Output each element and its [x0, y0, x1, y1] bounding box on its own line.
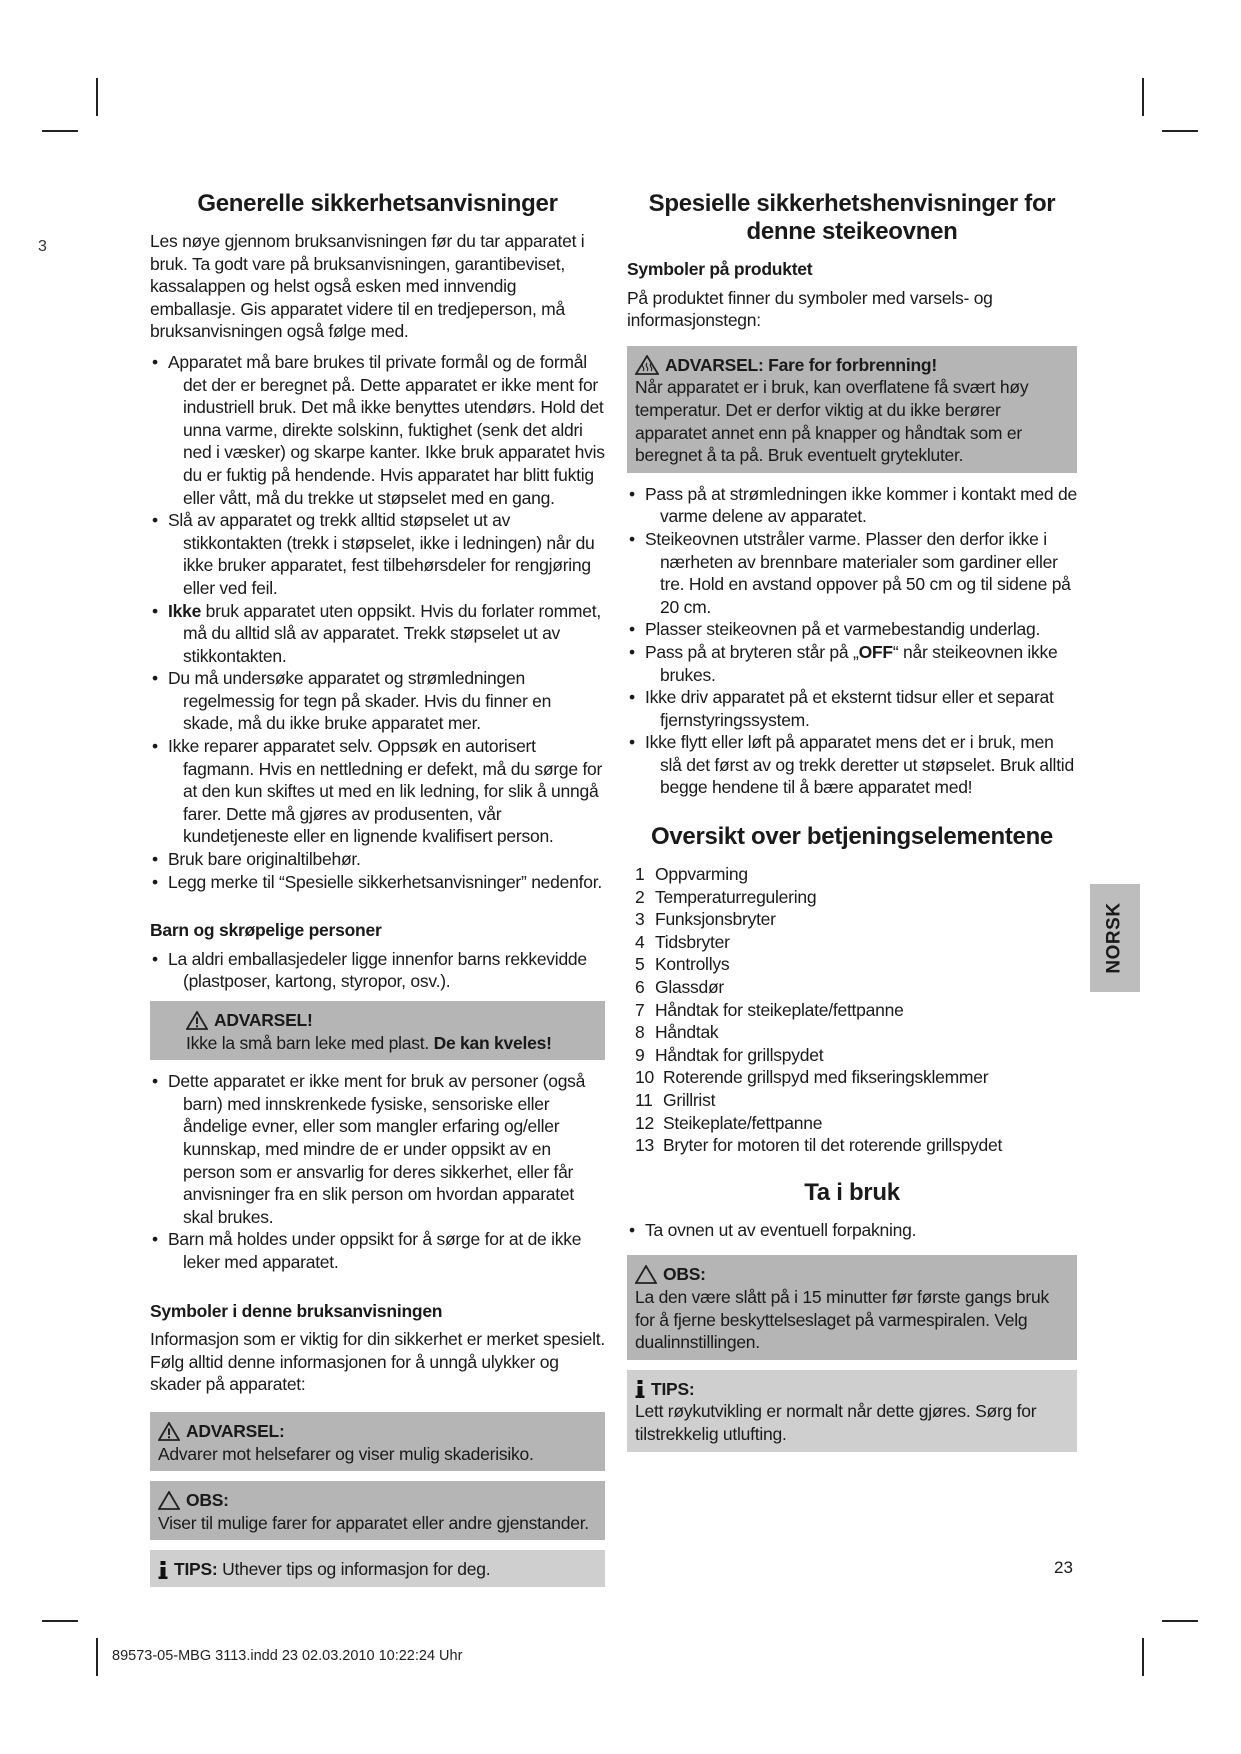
- list-item: • Du må undersøke apparatet og strømledningen regelmessig for tegn på skader. Hvis du finner en skade, må du ikke bruke apparatet mer.: [150, 667, 605, 735]
- general-safety-list: [150, 351, 605, 893]
- product-symbols-heading: Symboler på produktet: [627, 259, 813, 279]
- list-item: • Ta ovnen ut av eventuell forpakning.: [627, 1219, 1077, 1242]
- ikke-rest: bruk apparatet uten oppsikt. Hvis du forlater rommet, må du alltid slå av apparatet. Trekk støpselet ut av stikkontakten.: [183, 600, 601, 666]
- list-item: • Ikke flytt eller løft på apparatet mens det er i bruk, men slå det først av og trekk deretter ut støpselet. Bruk alltid begge hendene til å bære apparatet med!: [627, 731, 1077, 799]
- control-label: Håndtak for steikeplate/fettpanne: [655, 999, 904, 1020]
- control-label: Glassdør: [655, 977, 724, 998]
- control-item: [635, 1112, 1077, 1135]
- list-item: • Bruk bare originaltilbehør.: [150, 848, 605, 871]
- warning-text-normal: Ikke la små barn leke med plast.: [186, 1032, 434, 1053]
- control-label: Bryter for motoren til det roterende grillspydet: [663, 1135, 1003, 1156]
- burn-warning-box: [627, 346, 1077, 473]
- control-number: 5: [635, 954, 645, 975]
- control-item: [635, 1044, 1077, 1067]
- warning-box-legend: [150, 1412, 605, 1471]
- special-safety-title: Spesielle sikkerhetshenvisninger for denne steikeovnen: [648, 190, 1056, 245]
- obs-text: Viser til mulige farer for apparatet eller andre gjenstander.: [158, 1512, 589, 1533]
- symbols-heading: Symboler i denne bruksanvisningen: [150, 1300, 443, 1321]
- warning-head: [158, 1420, 597, 1443]
- list-item: • Ikke driv apparatet på et eksternt tidsur eller et separat fjernstyringssystem.: [627, 686, 1077, 731]
- crop-mark: [96, 1638, 98, 1676]
- control-number: 2: [635, 886, 645, 907]
- warning-head: [186, 1009, 597, 1032]
- control-label: Håndtak for grillspydet: [655, 1044, 824, 1065]
- crop-mark: [42, 130, 78, 132]
- control-number: 7: [635, 999, 645, 1020]
- control-item: [635, 953, 1077, 976]
- list-item: [627, 641, 1077, 686]
- margin-mark: 3: [38, 238, 47, 255]
- control-label: Kontrollys: [655, 954, 730, 975]
- left-column: [150, 190, 605, 1597]
- print-footer: 89573-05-MBG 3113.indd 23 02.03.2010 10:22:24 Uhr: [112, 1648, 463, 1664]
- control-item: [635, 976, 1077, 999]
- product-symbols-paragraph: På produktet finner du symboler med varsels- og informasjonstegn:: [627, 287, 993, 331]
- obs-head: [158, 1489, 597, 1512]
- right-column: [627, 190, 1077, 1462]
- children-list-2: [150, 1070, 605, 1273]
- crop-mark: [1142, 1638, 1144, 1676]
- crop-mark: [1142, 78, 1144, 116]
- off-bold: OFF: [858, 641, 893, 662]
- ikke-bold: Ikke: [168, 600, 202, 621]
- crop-mark: [96, 78, 98, 116]
- control-item: [635, 1089, 1077, 1112]
- caution-triangle-icon: [635, 1265, 657, 1284]
- info-icon: [635, 1379, 645, 1399]
- list-item: • Barn må holdes under oppsikt for å sørge for at de ikke leker med apparatet.: [150, 1228, 605, 1273]
- tips-box-legend: [150, 1550, 605, 1587]
- control-label: Grillrist: [663, 1090, 716, 1110]
- obs-head: [635, 1263, 1069, 1286]
- use-title: Ta i bruk: [804, 1178, 900, 1206]
- symbols-paragraph: Informasjon som er viktig for din sikkerhet er merket spesielt. Følg alltid denne informasjonen for å unngå ulykker og skader på apparatet:: [150, 1329, 605, 1395]
- list-item: • Apparatet må bare brukes til private formål og de formål det der er beregnet på. Dette apparatet er ikke ment for industriell bruk. Det må ikke benyttes utendørs. Hold det unna varme, direkte solskinn, fuktighet (senk det aldri ned i væsker) og skarpe kanter. Ikke bruk apparatet hvis du er fuktig på hendende. Hvis apparatet har blitt fuktig eller vått, må du trekke ut støpselet med en gang.: [150, 351, 605, 509]
- control-item: [635, 931, 1077, 954]
- tips-line: [158, 1558, 597, 1581]
- crop-mark: [1162, 1620, 1198, 1622]
- control-number: 8: [635, 1022, 645, 1043]
- control-number: 11: [635, 1090, 653, 1110]
- control-number: 6: [635, 977, 645, 998]
- warning-box-children: [150, 1001, 605, 1060]
- special-safety-list: [627, 483, 1077, 799]
- crop-mark: [1162, 130, 1198, 132]
- control-number: 13: [635, 1135, 654, 1156]
- obs-text: La den være slått på i 15 minutter før første gangs bruk for å fjerne beskyttelseslaget på varmespiralen. Velg dualinnstillingen.: [635, 1286, 1049, 1353]
- children-list: [150, 948, 605, 993]
- control-item: [635, 863, 1077, 886]
- page-number: 23: [1054, 1558, 1073, 1577]
- list-item: • Slå av apparatet og trekk alltid støpselet ut av stikkontakten (trekk i støpselet, ikke i ledningen) når du ikke bruker apparatet, fest tilbehørsdeler for rengjøring eller ved feil.: [150, 509, 605, 599]
- tips-title: TIPS:: [651, 1378, 695, 1399]
- control-item: [635, 1066, 1077, 1089]
- control-item: [635, 908, 1077, 931]
- list-item: • Dette apparatet er ikke ment for bruk av personer (også barn) med innskrenkede fysiske, sensoriske eller åndelige evner, eller som mangler erfaring og/eller kunnskap, med mindre de er under oppsikt av en person som er ansvarlig for deres sikkerhet, eller får anvisninger fra en slik person om hvordan apparatet skal brukes.: [150, 1070, 605, 1228]
- intro-paragraph: Les nøye gjennom bruksanvisningen før du tar apparatet i bruk. Ta godt vare på bruksanvisningen, garantibeviset, kassalappen og helst også esken med innvendig emballasje. Gis apparatet videre til en tredjeperson, må bruksanvisningen også følge med.: [150, 231, 585, 342]
- general-safety-title: Generelle sikkerhetsanvisninger: [197, 190, 558, 217]
- control-number: 12: [635, 1112, 654, 1133]
- list-item: • Ikke reparer apparatet selv. Oppsøk en autorisert fagmann. Hvis en nettledning er defekt, må du sørge for at den kun skiftes ut med en lik ledning, for slik å unngå farer. Dette må gjøres av produsenten, vår kundetjeneste eller en lignende kvalifisert person.: [150, 735, 605, 848]
- caution-triangle-icon: [158, 1491, 180, 1510]
- control-item: [635, 886, 1077, 909]
- control-item: [635, 1134, 1077, 1157]
- language-tab-label: NORSK: [1104, 902, 1125, 974]
- crop-mark: [42, 1620, 78, 1622]
- burn-warning-title: ADVARSEL: Fare for forbrenning!: [665, 354, 937, 375]
- info-icon: [158, 1560, 168, 1580]
- control-number: 9: [635, 1044, 645, 1065]
- list-item: • Steikeovnen utstråler varme. Plasser den derfor ikke i nærheten av brennbare materialer som gardiner eller tre. Hold en avstand oppover på 50 cm og til sidene på 20 cm.: [627, 528, 1077, 618]
- warning-triangle-icon: [158, 1422, 180, 1441]
- warning-text: Advarer mot helsefarer og viser mulig skaderisiko.: [158, 1443, 534, 1464]
- list-item: • Plasser steikeovnen på et varmebestandig underlag.: [627, 618, 1077, 641]
- control-label: Temperaturregulering: [655, 886, 817, 907]
- controls-list: [627, 863, 1077, 1157]
- use-list: [627, 1219, 1077, 1242]
- control-label: Håndtak: [655, 1022, 719, 1043]
- children-heading: Barn og skrøpelige personer: [150, 920, 382, 941]
- control-item: [635, 999, 1077, 1022]
- burn-warning-text: Når apparatet er i bruk, kan overflatene få svært høy temperatur. Det er derfor viktig at du ikke berører apparatet annet enn på knapper og håndtak som er beregnet å ta på. Bruk eventuelt grytekluter.: [635, 377, 1029, 466]
- tips-head: [635, 1378, 1069, 1401]
- obs-box-use: [627, 1255, 1077, 1359]
- tips-text: Uthever tips og informasjon for deg.: [217, 1559, 491, 1580]
- language-tab: [1090, 884, 1140, 992]
- tips-box-use: [627, 1370, 1077, 1452]
- tips-title: TIPS:: [174, 1559, 218, 1580]
- warning-triangle-icon: [186, 1011, 208, 1030]
- list-item: • La aldri emballasjedeler ligge innenfor barns rekkevidde (plastposer, kartong, styropor, osv.).: [150, 948, 605, 993]
- controls-title: Oversikt over betjeningselementene: [651, 823, 1053, 851]
- off-after: “ når steikeovnen ikke brukes.: [660, 641, 1058, 685]
- warning-title: ADVARSEL:: [186, 1420, 285, 1441]
- control-label: Funksjonsbryter: [655, 909, 776, 930]
- warning-text: [186, 1032, 597, 1055]
- list-item: [150, 600, 605, 668]
- obs-title: OBS:: [663, 1264, 706, 1285]
- control-label: Oppvarming: [655, 864, 748, 885]
- warning-title: ADVARSEL!: [214, 1010, 313, 1030]
- control-label: Steikeplate/fettpanne: [663, 1112, 823, 1133]
- control-number: 10: [635, 1067, 654, 1088]
- hot-surface-icon: [635, 355, 659, 375]
- burn-warning-head: [635, 354, 1069, 377]
- off-before: Pass på at bryteren står på „: [645, 641, 859, 662]
- obs-box-legend: [150, 1481, 605, 1540]
- warning-text-bold: De kan kveles!: [433, 1032, 552, 1053]
- control-number: 3: [635, 909, 645, 930]
- control-item: [635, 1021, 1077, 1044]
- control-number: 4: [635, 931, 645, 952]
- control-label: Tidsbryter: [655, 931, 730, 952]
- obs-title: OBS:: [186, 1490, 229, 1511]
- control-label: Roterende grillspyd med fikseringsklemmer: [663, 1067, 989, 1088]
- list-item: • Legg merke til “Spesielle sikkerhetsanvisninger” nedenfor.: [150, 871, 605, 894]
- tips-text: Lett røykutvikling er normalt når dette gjøres. Sørg for tilstrekkelig utlufting.: [635, 1401, 1037, 1444]
- list-item: • Pass på at strømledningen ikke kommer i kontakt med de varme delene av apparatet.: [627, 483, 1077, 528]
- control-number: 1: [635, 864, 645, 885]
